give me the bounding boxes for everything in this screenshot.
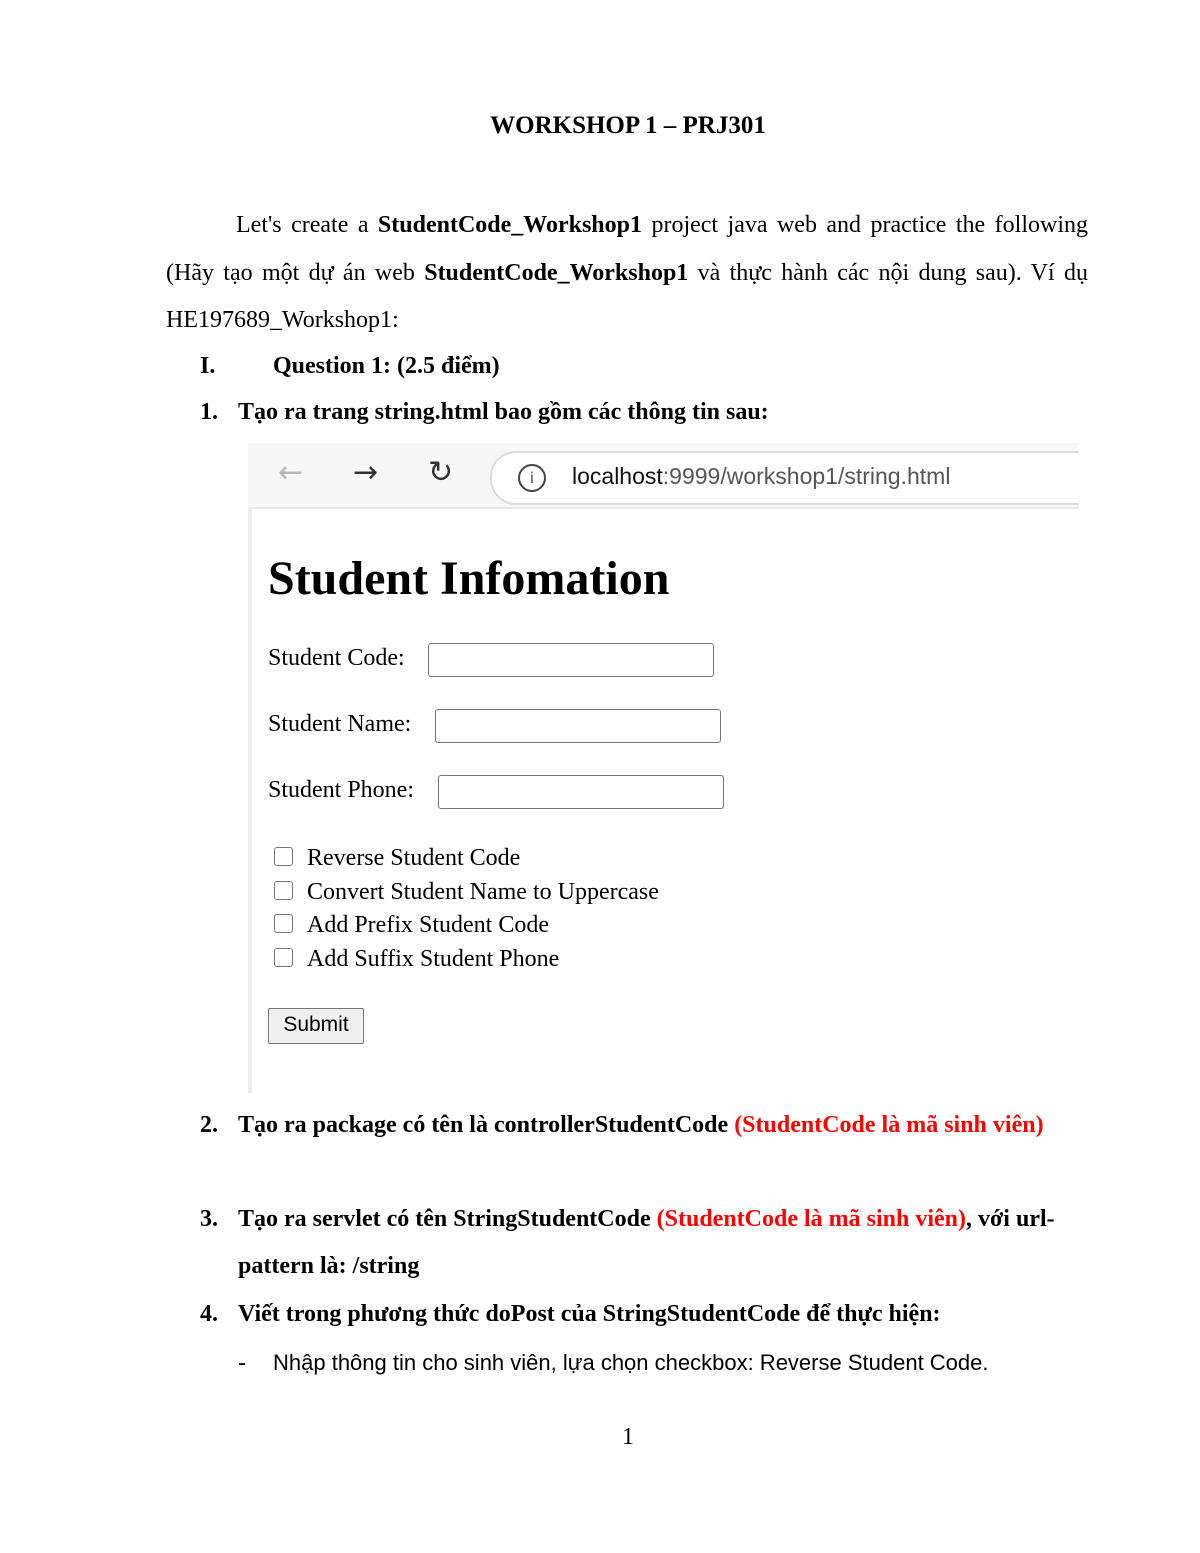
bullet-text: Nhập thông tin cho sinh viên, lựa chọn checkbox: Reverse Student Code.	[273, 1350, 989, 1375]
checkbox-label: Add Prefix Student Code	[307, 912, 549, 938]
intro-paragraph	[166, 202, 1088, 345]
checkbox-reverse-code[interactable]	[274, 845, 520, 872]
checkbox[interactable]	[274, 881, 293, 900]
section-heading: Question 1: (2.5 điểm)	[273, 353, 500, 379]
student-code-label: Student Code:	[268, 645, 405, 671]
student-phone-label: Student Phone:	[268, 777, 415, 803]
checkbox-label: Convert Student Name to Uppercase	[307, 879, 659, 905]
back-arrow-icon[interactable]: ←	[278, 455, 304, 490]
browser-toolbar	[248, 443, 1079, 509]
item-4-text: Viết trong phương thức doPost của StringStudentCode để thực hiện:	[238, 1301, 941, 1327]
intro-text-1: Let's create a	[236, 212, 378, 238]
checkbox[interactable]	[274, 948, 293, 967]
bullet-dash: -	[238, 1350, 246, 1376]
student-name-input[interactable]	[435, 709, 721, 743]
section-number: I.	[200, 353, 216, 379]
checkbox-suffix-phone[interactable]	[274, 946, 559, 973]
item-2-note: (StudentCode là mã sinh viên)	[734, 1112, 1044, 1138]
checkbox-label: Add Suffix Student Phone	[307, 946, 560, 972]
student-code-input[interactable]	[428, 643, 714, 677]
toolbar-divider	[248, 507, 1079, 509]
checkbox-label: Reverse Student Code	[307, 845, 521, 871]
checkbox-prefix-code[interactable]	[274, 912, 549, 939]
url-host: localhost	[572, 463, 663, 489]
item-1-number: 1.	[200, 399, 218, 425]
item-3-main: Tạo ra servlet có tên StringStudentCode	[238, 1206, 657, 1232]
item-4-number: 4.	[200, 1301, 218, 1327]
embedded-screenshot	[248, 443, 1079, 1093]
item-1-text: Tạo ra trang string.html bao gồm các thông tin sau:	[238, 399, 769, 425]
page-number: 1	[622, 1424, 634, 1450]
item-3-note: (StudentCode là mã sinh viên)	[656, 1206, 967, 1232]
reload-icon[interactable]: ↻	[428, 455, 454, 490]
form-heading: Student Infomation	[268, 552, 670, 605]
submit-button[interactable]: Submit	[268, 1008, 364, 1044]
project-name: StudentCode_Workshop1	[377, 212, 642, 238]
info-icon[interactable]: i	[518, 464, 546, 492]
item-2-text	[238, 1102, 1090, 1149]
document-title: WORKSHOP 1 – PRJ301	[490, 112, 766, 139]
item-2-number: 2.	[200, 1112, 218, 1138]
page-frame-border	[248, 509, 252, 1093]
url-text	[572, 463, 950, 490]
student-name-label: Student Name:	[268, 711, 412, 737]
forward-arrow-icon[interactable]: →	[353, 455, 379, 490]
address-bar[interactable]	[490, 451, 1079, 505]
item-3-number: 3.	[200, 1206, 218, 1232]
checkbox[interactable]	[274, 847, 293, 866]
checkbox-uppercase-name[interactable]	[274, 879, 659, 906]
url-path: :9999/workshop1/string.html	[662, 463, 951, 489]
intro-text-3: và thực hành các nội dung sau). Ví dụ HE197689_Workshop1:	[166, 259, 1089, 333]
student-phone-input[interactable]	[438, 775, 724, 809]
item-3-text	[238, 1196, 1090, 1290]
checkbox[interactable]	[274, 914, 293, 933]
project-name-vi: StudentCode_Workshop1	[424, 259, 689, 286]
item-3-after: , với url-pattern là: /string	[238, 1206, 1055, 1279]
item-2-main: Tạo ra package có tên là controllerStudentCode	[238, 1112, 735, 1138]
intro-text-2: project java web and practice the following (Hãy tạo một dự án web	[166, 212, 1088, 286]
